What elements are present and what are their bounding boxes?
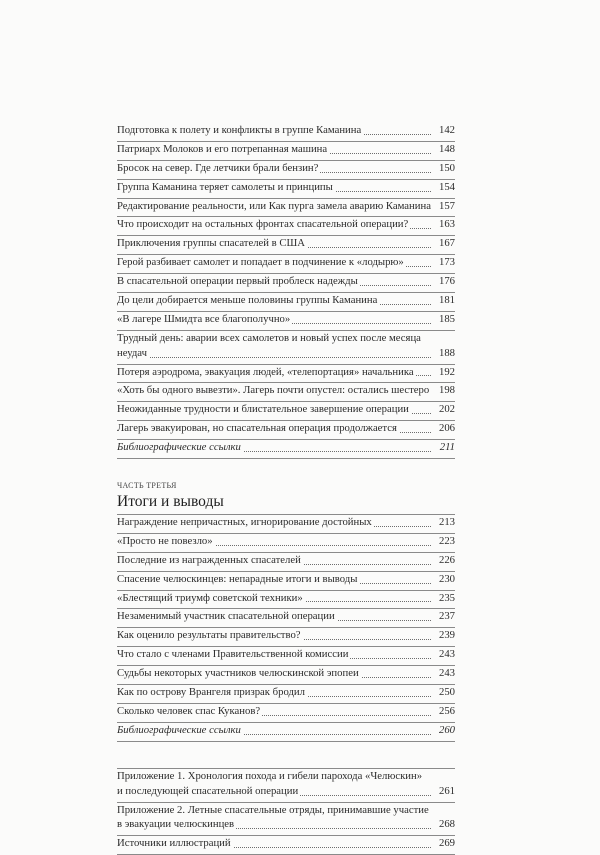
toc-entry-title: Бросок на север. Где летчики брали бензин? [117,161,319,174]
toc-page-number: 202 [438,403,455,416]
toc-entry-title: «Просто не повезло» [117,534,213,547]
toc-page-number: 223 [438,534,455,547]
toc-entry-title: Библиографические ссылки [117,723,241,736]
toc-entry[interactable] [117,440,455,455]
toc-entry[interactable] [117,402,455,417]
toc-page-number: 235 [438,591,455,604]
toc-entry[interactable] [117,572,455,587]
toc-entry-title: Награждение непричастных, игнорирование достойных [117,516,372,529]
toc-entry-title: Источники иллюстраций [117,837,231,850]
toc-page-number: 261 [438,784,455,797]
toc-page-number: 188 [438,346,455,359]
toc-entry-title: До цели добирается меньше половины группы Каманина [117,294,378,307]
toc-entry[interactable] [117,836,455,851]
part-title: Итоги и выводы [117,493,224,511]
toc-page-number: 154 [438,180,455,193]
toc-entry[interactable] [117,534,455,549]
toc-entry[interactable] [117,123,455,138]
entry-divider [117,458,455,459]
toc-entry-title: Судьбы некоторых участников челюскинской эпопеи [117,667,359,680]
toc-entry[interactable] [117,515,455,530]
dot-leader [117,357,431,358]
toc-entry[interactable] [117,365,455,380]
toc-entry[interactable] [117,383,455,398]
toc-entry-title: Сколько человек спас Куканов? [117,704,261,717]
toc-page-number: 206 [438,422,455,435]
toc-entry[interactable] [117,217,455,232]
toc-entry-title: Библиографические ссылки [117,441,241,454]
toc-entry-title: Незаменимый участник спасательной операции [117,610,335,623]
toc-entry-title: Потеря аэродрома, эвакуация людей, «телепортация» начальника [117,365,414,378]
toc-entry[interactable] [117,628,455,643]
toc-page-number: 260 [438,723,455,736]
toc-page-number: 256 [438,704,455,717]
toc-entry-title: В спасательной операции первый проблеск надежды [117,275,358,288]
toc-entry-title-line2: в эвакуации челюскинцев [117,818,235,831]
toc-entry[interactable] [117,180,455,195]
toc-entry-title: Последние из награжденных спасателей [117,553,301,566]
toc-page-number: 243 [438,648,455,661]
toc-entry-title: Патриарх Молоков и его потрепанная машина [117,142,328,155]
toc-page-number: 185 [438,312,455,325]
toc-entry[interactable] [117,723,455,738]
toc-entry[interactable] [117,274,455,289]
toc-entry-title: Группа Каманина теряет самолеты и принципы [117,180,333,193]
toc-page-number: 142 [438,123,455,136]
table-of-contents [117,123,455,855]
toc-entry[interactable] [117,255,455,270]
toc-entry-title: Подготовка к полету и конфликты в группе Каманина [117,124,362,136]
toc-page-number: 181 [438,294,455,306]
toc-page-number: 198 [438,384,455,397]
toc-section-appendices [117,769,455,855]
toc-page-number: 213 [438,516,455,529]
toc-entry-title-line1: Приложение 2. Летные спасательные отряды, принимавшие участие [117,803,429,816]
toc-page-number: 176 [438,275,455,288]
toc-entry[interactable] [117,293,455,308]
toc-entry-title-line2: неудач [117,346,147,359]
toc-entry[interactable] [117,312,455,327]
toc-entry[interactable] [117,236,455,251]
toc-entry[interactable] [117,142,455,157]
toc-entry-title: Редактирование реальности, или Как пурга замела аварию Каманина [117,199,431,212]
toc-entry-title: Что происходит на остальных фронтах спасательной операции? [117,218,409,231]
toc-page-number: 237 [438,610,455,623]
toc-entry[interactable] [117,609,455,624]
toc-page-number: 150 [438,161,455,174]
toc-page-number: 157 [438,199,455,212]
toc-entry[interactable] [117,769,455,799]
toc-entry-title: «Блестящий триумф советской техники» [117,591,303,604]
toc-entry-title-line1: Приложение 1. Хронология похода и гибели парохода «Челюскин» [117,769,423,782]
toc-entry-title: Как по острову Врангеля призрак бродил [117,686,305,699]
toc-entry[interactable] [117,331,455,361]
toc-section-part-two-tail [117,123,455,459]
toc-entry[interactable] [117,647,455,662]
toc-entry-title: Приключения группы спасателей в США [117,237,306,250]
toc-entry-title: Что стало с членами Правительственной комиссии [117,648,349,661]
toc-page-number: 230 [438,572,455,585]
toc-entry[interactable] [117,161,455,176]
toc-entry-title: Неожиданные трудности и блистательное завершение операции [117,403,409,416]
toc-entry-title: «В лагере Шмидта все благополучно» [117,312,291,325]
toc-entry-title: Лагерь эвакуирован, но спасательная операция продолжается [117,422,397,435]
toc-page-number: 243 [438,667,455,680]
part-label: ЧАСТЬ ТРЕТЬЯ [117,481,177,491]
toc-page-number: 163 [438,218,455,231]
toc-entry[interactable] [117,666,455,681]
toc-page-number: 250 [438,686,455,699]
toc-page-number: 173 [438,256,455,269]
toc-entry-title-line1: Трудный день: аварии всех самолетов и новый успех после месяца [117,331,421,344]
toc-entry[interactable] [117,199,455,214]
toc-page-number: 148 [438,142,455,155]
toc-page-number: 167 [438,237,455,250]
toc-entry-title: «Хоть бы одного вывезти». Лагерь почти опустел: остались шестеро [117,384,430,397]
toc-page-number: 269 [438,837,455,850]
toc-entry-title: Как оценило результаты правительство? [117,629,301,642]
toc-entry[interactable] [117,591,455,606]
toc-page-number: 192 [438,365,455,378]
toc-page-number: 211 [439,441,455,454]
toc-section-part-three [117,515,455,742]
toc-entry[interactable] [117,803,455,833]
toc-page-number: 239 [438,629,455,642]
toc-entry-title-line2: и последующей спасательной операции [117,784,299,797]
toc-entry-title: Спасение челюскинцев: непарадные итоги и выводы [117,572,358,585]
toc-entry[interactable] [117,553,455,568]
toc-page-number: 268 [438,818,455,831]
toc-entry[interactable] [117,421,455,436]
toc-entry-title: Герой разбивает самолет и попадает в подчинение к «лодырю» [117,256,404,269]
toc-entry[interactable] [117,685,455,700]
toc-entry[interactable] [117,704,455,719]
toc-page-number: 226 [438,553,455,566]
